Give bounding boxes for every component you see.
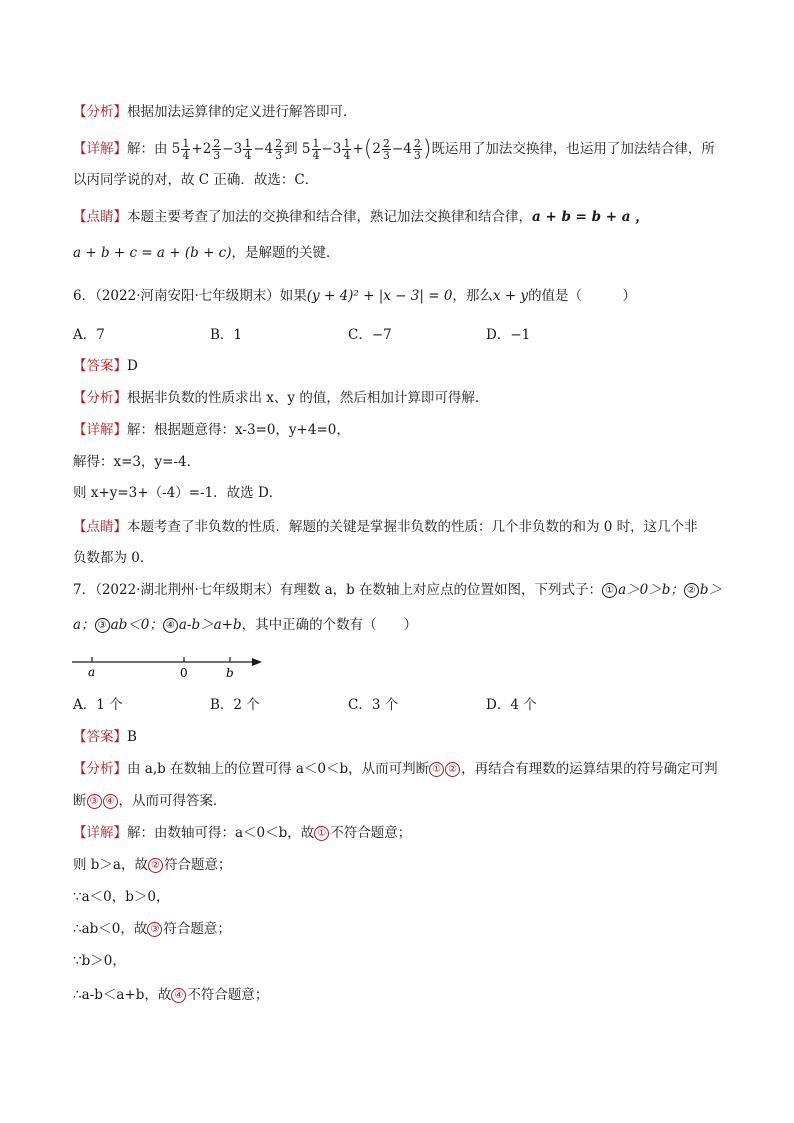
label-a: a: [88, 665, 96, 679]
q7-stem-line2: [73, 615, 417, 635]
q7-option-b: B．2 个: [210, 697, 260, 713]
comment-text: 本题主要考查了加法的交换律和结合律，熟记加法交换律和结合律，: [127, 209, 532, 225]
comment-tag: 【点睛】: [73, 209, 127, 225]
circle-number-4: ④: [163, 618, 178, 633]
q7-detail: [73, 823, 411, 843]
q5-detail: [73, 138, 715, 161]
detail-tag: 【详解】: [73, 141, 127, 157]
analysis-tag: 【分析】: [73, 390, 127, 406]
analysis-tag: 【分析】: [73, 104, 127, 120]
circle-number-4: ④: [103, 794, 118, 809]
q6-detail: [73, 420, 350, 440]
detail-tag: 【详解】: [73, 422, 127, 438]
analysis-line2-prefix: 断: [73, 793, 87, 809]
q7-detail-line-3: [73, 919, 231, 939]
q7-detail-line-2: ∵a＜0，b＞0，: [73, 889, 170, 905]
answer-value: D: [127, 358, 138, 374]
analysis-line2-suffix: ，从而可得答案．: [118, 793, 227, 809]
analysis-tag: 【分析】: [73, 761, 127, 777]
statement-1: a＞0＞b；: [618, 582, 684, 598]
q6-option-b: B．1: [210, 327, 243, 343]
detail-line1-prefix: 则 b＞a，故: [73, 857, 148, 873]
label-b: b: [226, 666, 234, 680]
mixed-expression-1: 5 $\frac{1}{4}$ +2 $\frac{2}{3}$ −3 $\frac{1}{4}$ −4 $\frac{2}{3}$: [171, 137, 283, 162]
analysis-text-cont: ，再结合有理数的运算结果的符号确定可判: [461, 761, 718, 777]
circle-number-2: ②: [148, 858, 163, 873]
q6-stem-formula: (y + 4)² + |x − 3| = 0: [306, 288, 453, 304]
q7-option-d: D．4 个: [486, 697, 537, 713]
statement-2-end: a；: [73, 617, 95, 633]
q6-option-a: A．7: [73, 327, 105, 343]
detail-text: 解：由数轴可得：a＜0＜b，故: [127, 825, 315, 841]
comment-line2-suffix: ，是解题的关键．: [231, 245, 340, 261]
q6-stem-prefix: 6．（2022·河南安阳·七年级期末）如果: [73, 288, 307, 304]
circle-number-3: ③: [147, 922, 162, 937]
q5-comment: [73, 207, 649, 227]
q7-stem-suffix: ，其中正确的个数有（ ）: [241, 617, 418, 633]
q7-analysis-line2: [73, 791, 227, 811]
detail-line3-suffix: 符合题意；: [163, 921, 231, 937]
answer-tag: 【答案】: [73, 358, 127, 374]
q7-stem-line1: [73, 580, 722, 600]
detail-line5-prefix: ∴a-b＜a+b，故: [73, 987, 172, 1003]
q6-then-line: 则 x+y=3+（-4）=-1．故选 D．: [73, 485, 283, 501]
mixed-expression-2: 5 $\frac{1}{4}$ −3 $\frac{1}{4}$ +(2 $\frac{2}{3}$ −4 $\frac{2}{3}$ ): [301, 136, 432, 162]
q7-detail-line-1: [73, 855, 231, 875]
comment-formula-1: a + b = b + a ，: [532, 209, 649, 225]
q6-stem-expr: x + y: [492, 288, 529, 304]
q7-stem-prefix: 7．（2022·湖北荆州·七年级期末）有理数 a，b 在数轴上对应点的位置如图，下列式子：: [73, 582, 603, 598]
detail-tag: 【详解】: [73, 825, 127, 841]
q7-option-c: C．3 个: [348, 697, 399, 713]
circle-number-1: ①: [602, 583, 617, 598]
detail-to: 到: [284, 141, 298, 157]
detail-line3-prefix: ∴ab＜0，故: [73, 921, 148, 937]
detail-line5-suffix: 不符合题意；: [187, 987, 269, 1003]
number-line-arrow-icon: [252, 658, 262, 666]
detail-prefix: 解：由: [127, 141, 168, 157]
q5-comment-line2: [73, 243, 340, 263]
q6-stem-mid: ，那么: [452, 288, 493, 304]
circle-number-1: ①: [314, 826, 329, 841]
q6-analysis: [73, 388, 488, 408]
circle-number-2: ②: [445, 762, 460, 777]
circle-number-3: ③: [87, 794, 102, 809]
q6-option-c: C．−7: [348, 327, 392, 343]
comment-formula-2: a + b + c = a + (b + c): [73, 245, 232, 261]
statement-2-part: b＞: [699, 582, 722, 598]
number-line-figure: [70, 650, 270, 682]
answer-value: B: [127, 729, 137, 745]
detail-text: 解：根据题意得：x-3=0，y+4=0，: [127, 422, 350, 438]
q6-stem: [73, 286, 636, 306]
circle-number-4: ④: [171, 988, 186, 1003]
q7-option-a: A．1 个: [73, 697, 123, 713]
circle-number-2: ②: [684, 583, 699, 598]
q7-detail-line-5: [73, 985, 268, 1005]
analysis-text: 根据加法运算律的定义进行解答即可．: [127, 104, 357, 120]
q6-stem-suffix: 的值是（ ）: [528, 288, 637, 304]
q5-analysis: [73, 102, 357, 122]
q6-solve-line: 解得：x=3，y=-4．: [73, 454, 201, 470]
statement-3: ab＜0；: [110, 617, 163, 633]
statement-4: a-b＞a+b: [178, 617, 242, 633]
detail-line1-suffix: 符合题意；: [163, 857, 232, 873]
q6-answer: [73, 356, 138, 376]
q7-analysis: [73, 759, 718, 779]
comment-tag: 【点睛】: [73, 519, 127, 535]
q5-detail-line2: 以丙同学说的对，故 C 正确．故选：C．: [73, 172, 319, 188]
answer-tag: 【答案】: [73, 729, 127, 745]
label-0: 0: [180, 666, 188, 680]
q7-detail-line-4: ∵b＞0，: [73, 953, 126, 969]
comment-text: 本题考查了非负数的性质．解题的关键是掌握非负数的性质：几个非负数的和为 0 时，这几个非: [127, 519, 698, 535]
q6-option-d: D．−1: [486, 327, 531, 343]
q7-answer: [73, 727, 137, 747]
analysis-text: 由 a,b 在数轴上的位置可得 a＜0＜b，从而可判断: [127, 761, 430, 777]
circle-number-3: ③: [95, 618, 110, 633]
q6-comment: [73, 517, 698, 537]
q6-comment-line2: 负数都为 0．: [73, 550, 154, 566]
detail-suffix: 既运用了加法交换律，也运用了加法结合律，所: [431, 141, 715, 157]
circle-number-1: ①: [429, 762, 444, 777]
analysis-text: 根据非负数的性质求出 x、y 的值，然后相加计算即可得解．: [127, 390, 489, 406]
detail-text-suffix: 不符合题意；: [330, 825, 412, 841]
